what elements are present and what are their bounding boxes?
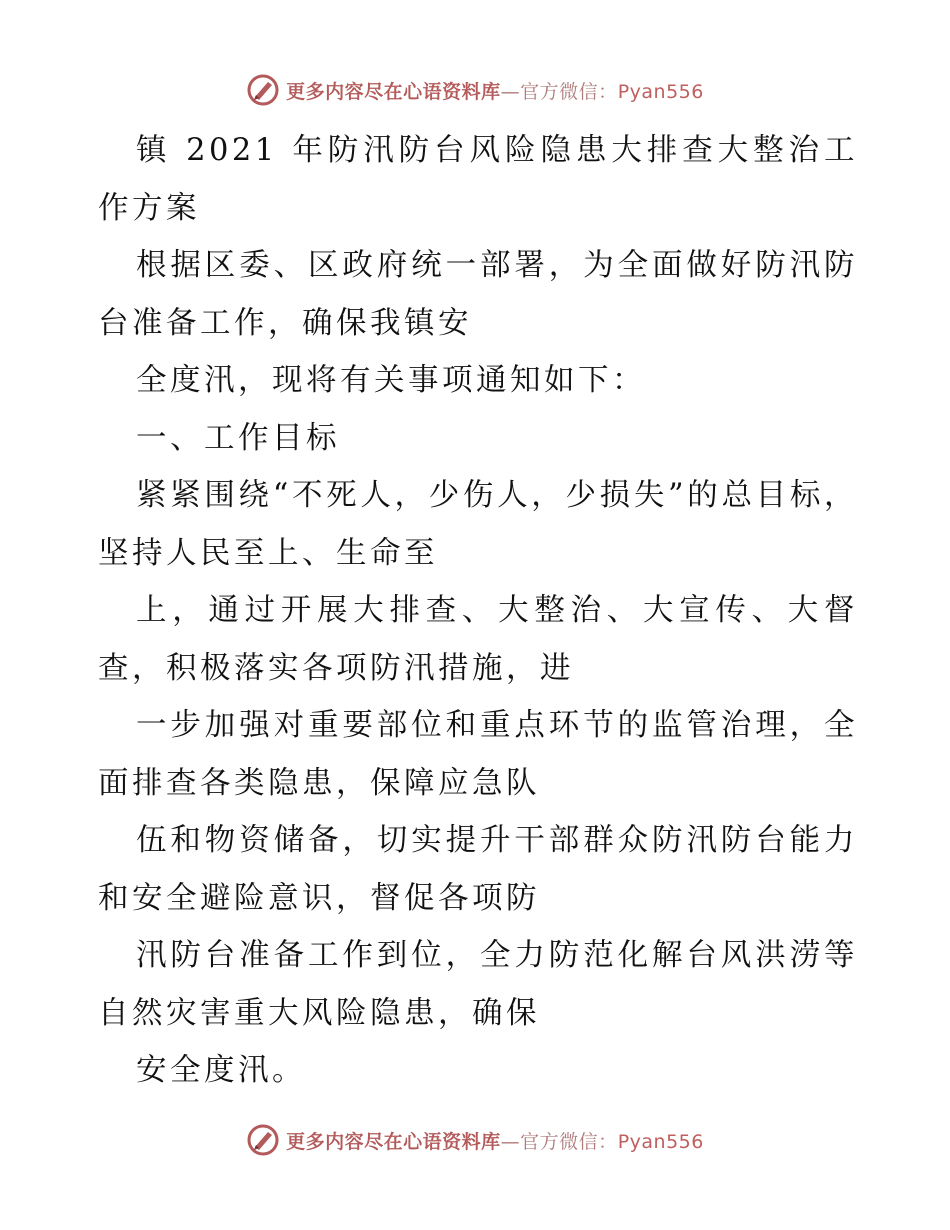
watermark-label: 官方微信： bbox=[520, 1130, 618, 1153]
document-title: 镇 2021 年防汛防台风险隐患大排查大整治工作方案 bbox=[98, 133, 858, 226]
paragraph: 一步加强对重要部位和重点环节的监管治理，全面排查各类隐患，保障应急队 bbox=[98, 708, 858, 801]
header-watermark bbox=[0, 72, 950, 108]
watermark-text bbox=[286, 77, 704, 104]
watermark-label: 官方微信： bbox=[520, 80, 618, 103]
paragraph: 全度汛，现将有关事项通知如下： bbox=[136, 363, 646, 398]
watermark-main-text: 更多内容尽在心语资料库 bbox=[286, 1130, 501, 1153]
paragraph: 伍和物资储备，切实提升干部群众防汛防台能力和安全避险意识，督促各项防 bbox=[98, 823, 858, 916]
watermark-main-text: 更多内容尽在心语资料库 bbox=[286, 80, 501, 103]
watermark-text bbox=[286, 1127, 704, 1154]
watermark-separator: — bbox=[500, 80, 521, 103]
watermark-account: Pyan556 bbox=[617, 80, 704, 103]
section-heading: 一、工作目标 bbox=[136, 420, 340, 456]
paragraph: 紧紧围绕“不死人，少伤人，少损失”的总目标，坚持人民至上、生命至 bbox=[98, 478, 858, 571]
paragraph: 上，通过开展大排查、大整治、大宣传、大督查，积极落实各项防汛措施，进 bbox=[98, 593, 858, 686]
footer-watermark bbox=[0, 1122, 950, 1158]
paragraph: 汛防台准备工作到位，全力防范化解台风洪涝等自然灾害重大风险隐患，确保 bbox=[98, 938, 858, 1031]
paragraph: 根据区委、区政府统一部署，为全面做好防汛防台准备工作，确保我镇安 bbox=[98, 248, 858, 341]
watermark-separator: — bbox=[500, 1130, 521, 1153]
document-body bbox=[98, 122, 858, 1100]
pen-seal-logo-icon bbox=[246, 73, 280, 107]
watermark-account: Pyan556 bbox=[617, 1130, 704, 1153]
pen-seal-logo-icon bbox=[246, 1123, 280, 1157]
paragraph: 安全度汛。 bbox=[136, 1053, 306, 1088]
